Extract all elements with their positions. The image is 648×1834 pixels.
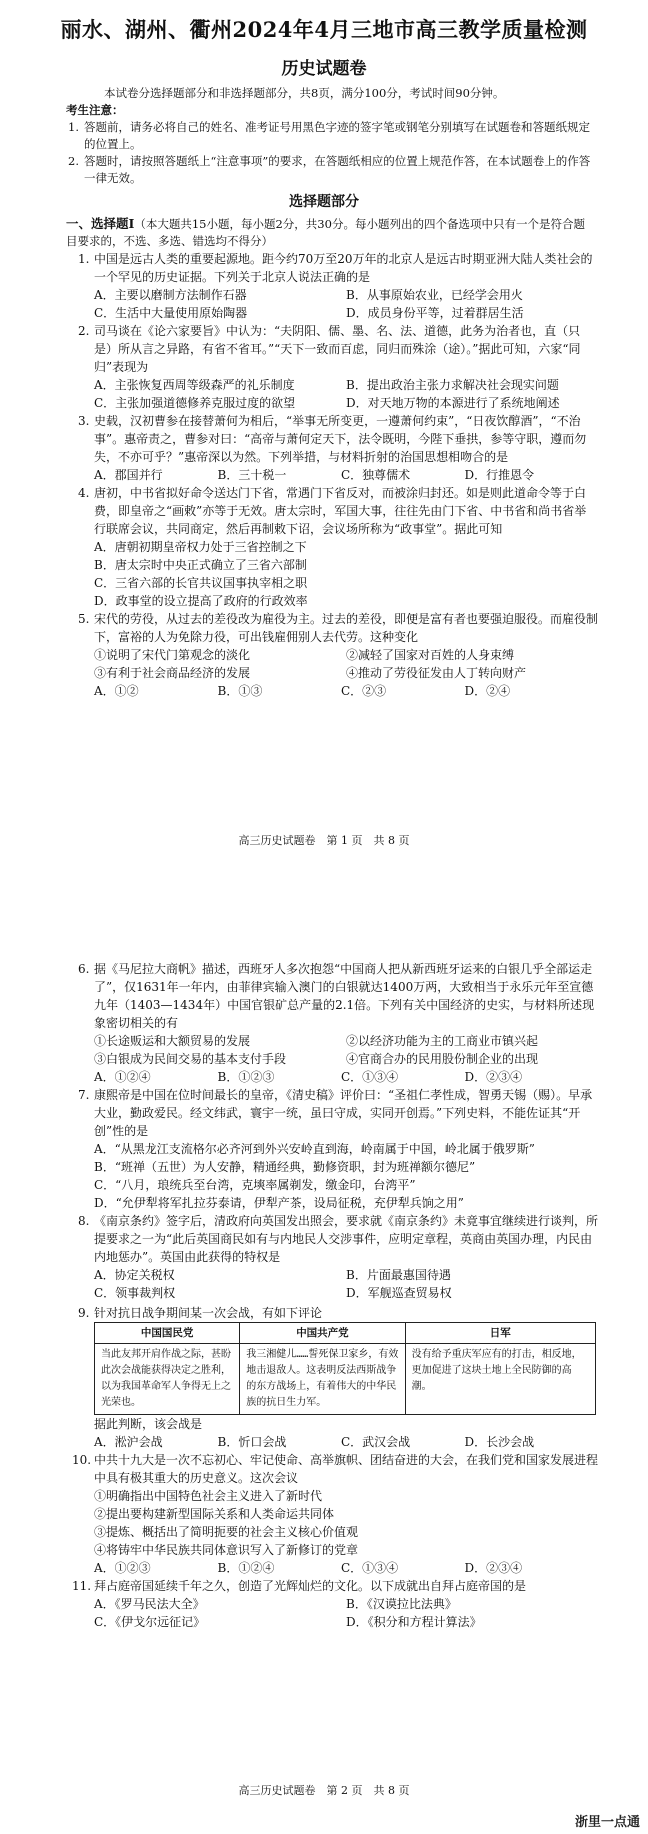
statement-list (0, 1032, 648, 1068)
statement-item: ②以经济功能为主的工商业市镇兴起 (346, 1034, 539, 1048)
exam-intro: 本试卷分选择题部分和非选择题部分，共8页，满分100分，考试时间90分钟。 (104, 86, 505, 100)
exam-title: 丽水、湖州、衢州2024年4月三地市高三教学质量检测 (60, 17, 588, 42)
note-text: 答题前，请务必将自己的姓名、准考证号用黑色字迹的签字笔或钢笔分别填写在试题卷和答题纸规定的位置上。 (84, 120, 590, 151)
question-list (0, 250, 648, 700)
question-number: 6. (78, 962, 90, 976)
option: A．①②③ (94, 1561, 151, 1575)
part-label: 一、选择题Ⅰ (66, 216, 135, 231)
option: A．协定关税权 (94, 1268, 175, 1282)
option: A．唐朝初期皇帝权力处于三省控制之下 (94, 540, 307, 554)
option: C．②③ (341, 684, 387, 698)
option: A．“从黑龙江支流格尔必齐河到外兴安岭直到海，岭南属于中国，岭北属于俄罗斯” (94, 1142, 535, 1156)
note-text: 答题时，请按照答题纸上“注意事项”的要求，在答题纸相应的位置上规范作答，在本试题卷上的作答一律无效。 (84, 154, 591, 185)
table-header: 中国国民党 (95, 1323, 240, 1344)
option: A．淞沪会战 (94, 1435, 163, 1449)
option: A．主要以磨制方法制作石器 (94, 288, 247, 302)
question-followup: 据此判断，该会战是 (94, 1417, 203, 1431)
option: B．从事原始农业，已经学会用火 (346, 288, 523, 302)
option: D．②④ (464, 684, 511, 698)
question-list (0, 960, 648, 1302)
question-8 (0, 1212, 648, 1302)
option: C．①③④ (341, 1070, 399, 1084)
statement-item: ④推动了劳役征发由人丁转向财产 (346, 666, 527, 680)
option: B．“班禅（五世）为人安静，精通经典，勤修资职，封为班禅额尔德尼” (94, 1160, 476, 1174)
answer-options (0, 1140, 648, 1212)
answer-options (0, 466, 648, 484)
answer-options (0, 1433, 648, 1451)
question-11 (0, 1577, 648, 1631)
question-stem: 2. 司马谈在《论六家要旨》中认为：“夫阴阳、儒、墨、名、法、道德，此务为治者也，直（只是）所从言之异路，有省不省耳。”“天下一致而百虑，同归而殊涂（途）。”据此可知，六家“同归”表现为 (78, 324, 581, 374)
answer-options (0, 286, 648, 322)
statement-item: ④将铸牢中华民族共同体意识写入了新修订的党章 (94, 1543, 359, 1557)
option: D．②③④ (464, 1561, 523, 1575)
option: A．郡国并行 (94, 468, 163, 482)
part-heading (0, 215, 648, 250)
option: C．“八月，琅统兵至台湾，克塽率属剃发，缴金印，台湾平” (94, 1178, 416, 1192)
question-number: 9. (78, 1306, 90, 1320)
statement-item: ③白银成为民间交易的基本支付手段 (94, 1052, 287, 1066)
table-cell: 我三湘健儿……誓死保卫家乡，有效地击退敌人。这表明反法西斯战争的东方战场上，有着伟大的中华民族的抗日生力军。 (240, 1344, 405, 1415)
question-number: 3. (78, 414, 90, 428)
option: D．军舰巡查贸易权 (346, 1286, 452, 1300)
option: D．《积分和方程计算法》 (346, 1615, 482, 1629)
table-cell: 没有给予重庆军应有的打击，相反地，更加促进了这块土地上全民防御的高潮。 (405, 1344, 595, 1415)
question-1 (0, 250, 648, 322)
question-number: 8. (78, 1214, 90, 1228)
option: D．成员身份平等，过着群居生活 (346, 306, 524, 320)
question-4 (0, 484, 648, 610)
answer-options (0, 1068, 648, 1086)
question-5 (0, 610, 648, 700)
option: B．片面最惠国待遇 (346, 1268, 451, 1282)
question-number: 11. (72, 1579, 92, 1593)
option: C．独尊儒术 (341, 468, 411, 482)
option: B．《汉谟拉比法典》 (346, 1597, 457, 1611)
option: B．提出政治主张力求解决社会现实问题 (346, 378, 559, 392)
question-stem: 3. 史载，汉初曹参在接替萧何为相后，“举事无所变更，一遵萧何约束”，“日夜饮醇酒”，“不治事”。惠帝责之，曹参对曰：“高帝与萧何定天下，法令既明，今陛下垂拱，参等守职，遵而勿失，不亦可乎？”惠帝深以为然。下列举措，与材料折射的治国思想相吻合的是 (78, 414, 587, 464)
table-header: 中国共产党 (240, 1323, 405, 1344)
question-stem: 5. 宋代的劳役，从过去的差役改为雇役为主。过去的差役，即便是富有者也要强迫服役。而雇役制下，富裕的人为免除力役，可出钱雇佣别人去代劳。这种变化 (78, 612, 599, 644)
section-title: 选择题部分 (289, 194, 359, 210)
option: C．三省六部的长官共议国事执宰相之职 (94, 576, 308, 590)
note-number: 1. (68, 120, 79, 134)
exam-page-2 (0, 960, 648, 1820)
statement-item: ①明确指出中国特色社会主义进入了新时代 (94, 1489, 323, 1503)
notes-heading: 考生注意： (66, 103, 124, 117)
question-stem: 1. 中国是远古人类的重要起源地。距今约70万至20万年的北京人是远古时期亚洲大陆人类社会的一个罕见的历史证据。下列关于北京人说法正确的是 (78, 252, 593, 284)
exam-page-1 (0, 0, 648, 870)
question-3 (0, 412, 648, 484)
option: B．唐太宗时中央正式确立了三省六部制 (94, 558, 307, 572)
question-number: 7. (78, 1088, 90, 1102)
option: D．政事堂的设立提高了政府的行政效率 (94, 594, 308, 608)
answer-options (0, 376, 648, 412)
table-cell: 当此友邦开肩作战之际，甚盼此次会战能获得决定之胜利，以为我国革命军人争得无上之光荣也。 (95, 1344, 240, 1415)
part-description: （本大题共15小题，每小题2分，共30分。每小题列出的四个备选项中只有一个是符合题目要求的，不选、多选、错选均不得分） (66, 217, 585, 248)
statement-item: ②减轻了国家对百姓的人身束缚 (346, 648, 515, 662)
question-stem: 8. 《南京条约》签字后，清政府向英国发出照会，要求就《南京条约》未竟事宜继续进行谈判，所提要求之一为“此后英国商民如有与内地民人交涉事件，应明定章程，英商由英国办理，内民由内地惩办”。英国由此获得的特权是 (78, 1214, 599, 1264)
option: A．①② (94, 684, 139, 698)
question-number: 1. (78, 252, 90, 266)
option: D．“允伊犁将军扎拉芬泰请，伊犁产茶，设局征税，充伊犁兵饷之用” (94, 1196, 464, 1210)
option: B．三十税一 (217, 468, 287, 482)
exam-subtitle: 历史试题卷 (281, 59, 367, 79)
note-item (0, 153, 648, 187)
question-10 (0, 1451, 648, 1577)
question-7 (0, 1086, 648, 1212)
question-stem: 6. 据《马尼拉大商帆》描述，西班牙人多次抱怨“中国商人把从新西班牙运来的白银几乎全部运走了”，仅1631年一年内，由菲律宾输入澳门的白银就达1400万两，大致相当于永乐元年至宣德九年（1403—1434年）中国官银矿总产量的2.1倍。下列有关中国经济的史实，与材料所述现象密切相关的有 (78, 962, 595, 1030)
option: A．主张恢复西周等级森严的礼乐制度 (94, 378, 295, 392)
option: C．①③④ (341, 1561, 399, 1575)
answer-options (0, 538, 648, 610)
option: D．行推恩令 (464, 468, 535, 482)
question-number: 4. (78, 486, 90, 500)
option: D．长沙会战 (464, 1435, 535, 1449)
question-stem: 7. 康熙帝是中国在位时间最长的皇帝，《清史稿》评价曰：“圣祖仁孝性成，智勇天锡（赐）。早承大业，勤政爱民。经文纬武，寰宇一统，虽曰守成，实同开创焉。”下列史料，不能佐证其“开创”性的是 (78, 1088, 593, 1138)
statement-item: ③有利于社会商品经济的发展 (94, 666, 251, 680)
question-number: 5. (78, 612, 90, 626)
statement-item: ②提出要构建新型国际关系和人类命运共同体 (94, 1507, 335, 1521)
option: B．①②③ (217, 1070, 275, 1084)
question-stem: 10. 中共十九大是一次不忘初心、牢记使命、高举旗帜、团结奋进的大会，在我们党和国家发展进程中具有极其重大的历史意义。这次会议 (72, 1453, 599, 1485)
option: A．①②④ (94, 1070, 151, 1084)
question-stem: 4. 唐初，中书省拟好命令送达门下省，常遇门下省反对，而被涂归封还。如是则此道命令等于白费，即皇帝之“画敕”亦等于无效。唐太宗时，军国大事，往往先由门下省、中书省和尚书省举行联席会议，共同商定，然后再制敕下诏，会议场所称为“政事堂”。据此可知 (78, 486, 587, 536)
option: C．主张加强道德修养克服过度的欲望 (94, 396, 296, 410)
question-number: 2. (78, 324, 90, 338)
answer-options (0, 682, 648, 700)
page-footer: 高三历史试题卷 第 1 页 共 8 页 (238, 834, 410, 847)
statement-item: ③提炼、概括出了简明扼要的社会主义核心价值观 (94, 1525, 359, 1539)
statement-list (0, 646, 648, 682)
option: C．领事裁判权 (94, 1286, 176, 1300)
option: C．武汉会战 (341, 1435, 411, 1449)
statement-item: ①说明了宋代门第观念的淡化 (94, 648, 251, 662)
question-number: 10. (72, 1453, 92, 1467)
option: B．忻口会战 (217, 1435, 287, 1449)
question-9 (0, 1304, 648, 1451)
table-header: 日军 (405, 1323, 595, 1344)
note-number: 2. (68, 154, 79, 168)
option: B．①③ (217, 684, 263, 698)
note-item (0, 119, 648, 153)
question-stem: 11. 拜占庭帝国延续千年之久，创造了光辉灿烂的文化。以下成就出自拜占庭帝国的是 (72, 1579, 527, 1593)
option: D．对天地万物的本源进行了系统地阐述 (346, 396, 560, 410)
option: B．①②④ (217, 1561, 275, 1575)
commentary-table (94, 1322, 596, 1415)
watermark-logo: 浙里一点通 (574, 1815, 640, 1830)
answer-options (0, 1595, 648, 1631)
option: C．《伊戈尔远征记》 (94, 1615, 206, 1629)
page-footer: 高三历史试题卷 第 2 页 共 8 页 (238, 1784, 410, 1797)
question-stem: 9. 针对抗日战争期间某一次会战，有如下评论 (78, 1306, 323, 1320)
question-2 (0, 322, 648, 412)
answer-options (0, 1559, 648, 1577)
statement-item: ①长途贩运和大额贸易的发展 (94, 1034, 251, 1048)
option: C．生活中大量使用原始陶器 (94, 306, 248, 320)
question-6 (0, 960, 648, 1086)
option: A．《罗马民法大全》 (94, 1597, 205, 1611)
answer-options (0, 1266, 648, 1302)
option: D．②③④ (464, 1070, 523, 1084)
statement-item: ④官商合办的民用股份制企业的出现 (346, 1052, 539, 1066)
